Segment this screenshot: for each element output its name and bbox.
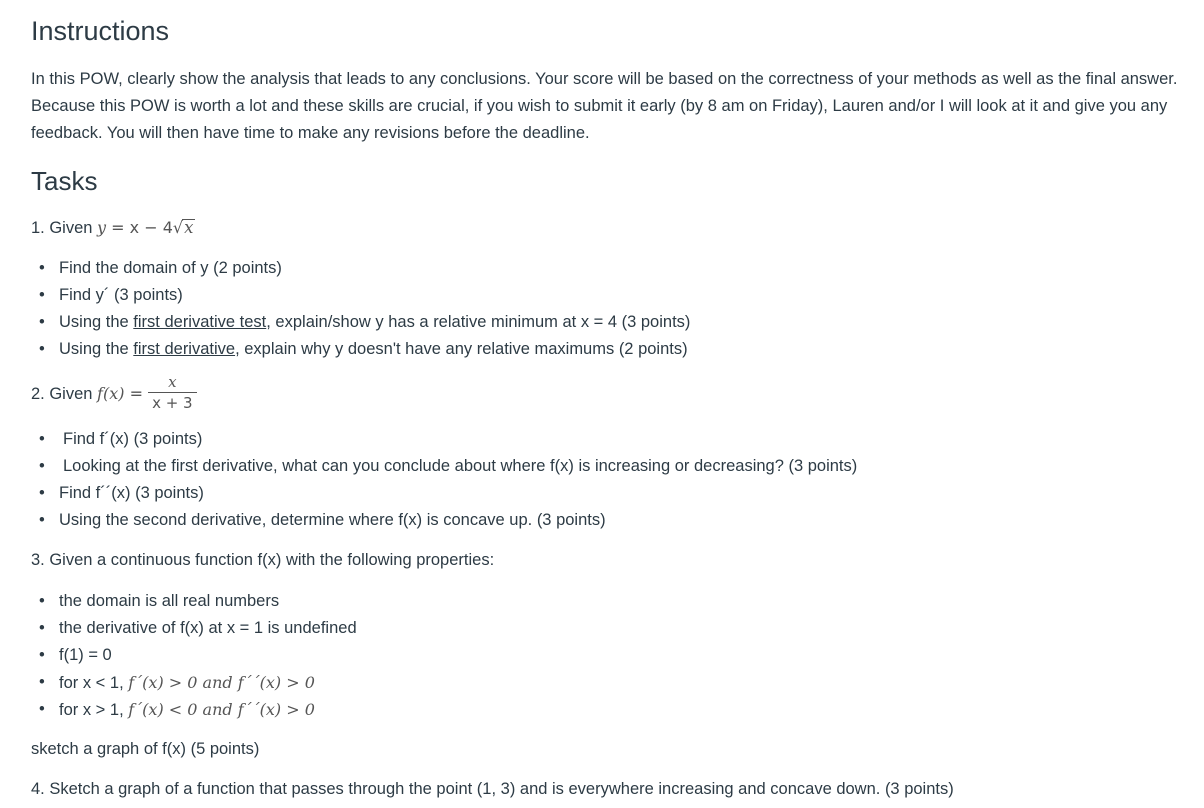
list-item: • Find f´´(x) (3 points)	[31, 480, 857, 507]
list-item: • Looking at the first derivative, what can you conclude about where f(x) is increasing or decreasing? (3 points)	[31, 453, 857, 480]
list-item: • Find y´ (3 points)	[31, 282, 690, 309]
list-item: • for x > 1, f´(x) < 0 and f´´(x) > 0	[31, 696, 357, 723]
fraction-denominator: x + 3	[152, 394, 193, 412]
task1-list	[31, 255, 690, 363]
task1-lhs: y	[97, 218, 107, 237]
list-item: • Find the domain of y (2 points)	[31, 255, 690, 282]
list-item: • Using the second derivative, determine where f(x) is concave up. (3 points)	[31, 507, 857, 534]
condition-math: f´(x) > 0 and f´´(x) > 0	[128, 673, 315, 692]
task2-list	[31, 426, 857, 534]
task1-eq: = x − 4	[106, 218, 173, 237]
task3-statement: 3. Given a continuous function f(x) with the following properties:	[31, 551, 495, 569]
list-item: • f(1) = 0	[31, 642, 357, 669]
task2-fraction	[148, 372, 197, 413]
task3-list	[31, 588, 357, 723]
list-item: • Using the first derivative test, explain/show y has a relative minimum at x = 4 (3 points)	[31, 309, 690, 336]
list-item: • Find f´(x) (3 points)	[31, 426, 857, 453]
condition-math: f´(x) < 0 and f´´(x) > 0	[128, 700, 315, 719]
list-item: • the derivative of f(x) at x = 1 is undefined	[31, 615, 357, 642]
list-item: • for x < 1, f´(x) > 0 and f´´(x) > 0	[31, 669, 357, 696]
task2-statement: 2. Given f(x) = $\frac{x}{x + 3}$	[31, 374, 197, 415]
intro-paragraph: In this POW, clearly show the analysis that leads to any conclusions. Your score will be based on the correctness of your methods as well as the final answer. Because this POW is worth a lot and these skills are crucial, if you wish to submit it early (by 8 am on Friday), Lauren and/or I will look at it and give you any feedback. You will then have time to make any revisions before the deadline.	[31, 70, 1178, 142]
radical-sign: √	[172, 218, 184, 237]
fraction-numerator: x	[148, 372, 197, 393]
first-derivative-test-link[interactable]: first derivative test	[133, 313, 267, 331]
task3-sketch-instruction: sketch a graph of f(x) (5 points)	[31, 740, 260, 758]
list-item: • the domain is all real numbers	[31, 588, 357, 615]
task1-radicand: x	[184, 218, 194, 237]
list-item: • Using the first derivative, explain why y doesn't have any relative maximums (2 points)	[31, 336, 690, 363]
instructions-heading: Instructions	[31, 16, 170, 46]
task1-statement: 1. Given y = x − 4√x	[31, 218, 194, 237]
first-derivative-link[interactable]: first derivative	[133, 340, 236, 358]
task4-statement: 4. Sketch a graph of a function that passes through the point (1, 3) and is everywhere increasing and concave down. (3 points)	[31, 780, 954, 798]
task2-lhs: f(x)	[97, 383, 125, 403]
tasks-heading: Tasks	[31, 166, 98, 196]
